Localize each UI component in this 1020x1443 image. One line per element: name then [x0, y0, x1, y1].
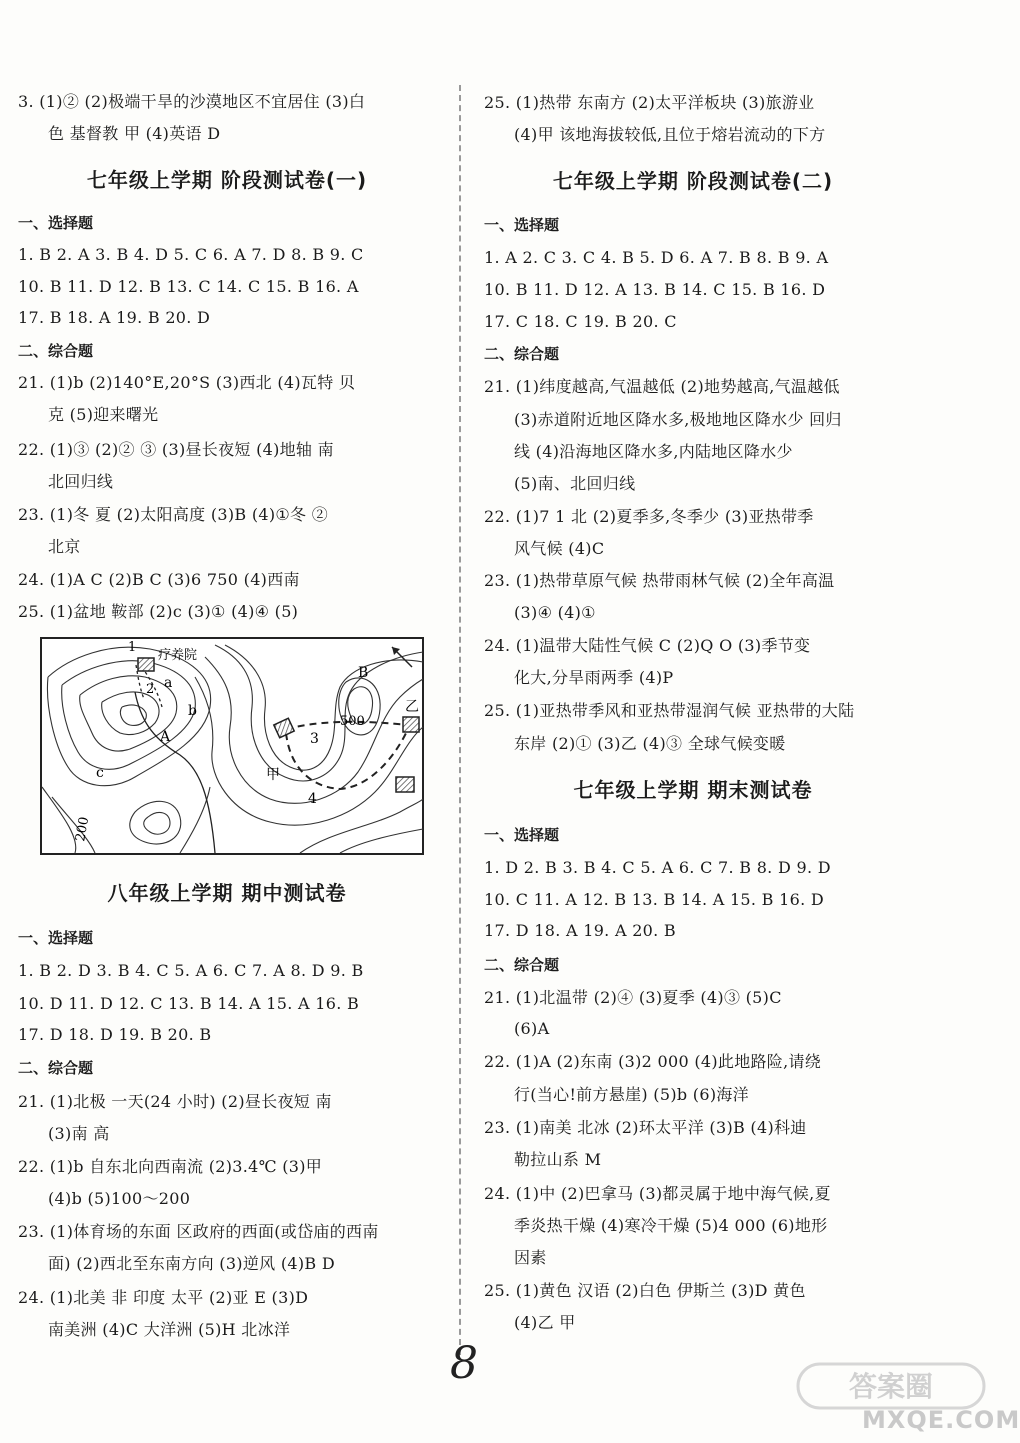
map-label: 4: [308, 791, 317, 807]
page-number: 8: [450, 1338, 478, 1389]
answer-line: 勒拉山系 M: [514, 1150, 602, 1169]
answer-line: 23. (1)热带草原气候 热带雨林气候 (2)全年高温: [484, 571, 835, 590]
answer-line: (5)南、北回归线: [514, 474, 636, 493]
map-label: 乙: [405, 699, 419, 715]
section-title: 七年级上学期 阶段测试卷(一): [86, 168, 368, 192]
mc-header: 一、选择题: [484, 216, 560, 234]
mc-answers: 17. D 18. D 19. B 20. B: [18, 1025, 212, 1044]
answer-line: 克 (5)迎来曙光: [48, 405, 159, 424]
answer-line: (3)赤道附近地区降水多,极地地区降水少 回归: [514, 410, 842, 429]
comp-header: 二、综合题: [18, 1059, 94, 1077]
answer-line: 南美洲 (4)C 大洋洲 (5)H 北冰洋: [48, 1320, 291, 1339]
answer-line: 25. (1)热带 东南方 (2)太平洋板块 (3)旅游业: [484, 93, 815, 112]
column-divider: [459, 85, 461, 1355]
mc-header: 一、选择题: [18, 929, 94, 947]
map-place-label: 疗养院: [158, 648, 198, 663]
answer-line: 因素: [514, 1248, 547, 1267]
answer-line: 21. (1)b (2)140°E,20°S (3)西北 (4)瓦特 贝: [18, 373, 356, 392]
map-label: 2: [146, 682, 155, 697]
mc-answers: 17. D 18. A 19. A 20. B: [484, 921, 676, 940]
contour-map: [40, 637, 424, 855]
mc-answers: 10. B 11. D 12. B 13. C 14. C 15. B 16. A: [18, 277, 359, 296]
comp-header: 二、综合题: [18, 342, 94, 360]
map-label: 3: [310, 731, 319, 747]
answer-line: 25. (1)盆地 鞍部 (2)c (3)① (4)④ (5): [18, 602, 299, 621]
map-label: c: [96, 765, 104, 781]
answer-line: 21. (1)北温带 (2)④ (3)夏季 (4)③ (5)C: [484, 988, 782, 1007]
answer-line: 22. (1)③ (2)② ③ (3)昼长夜短 (4)地轴 南: [18, 440, 334, 459]
map-label: B: [358, 665, 369, 681]
mc-answers: 17. C 18. C 19. B 20. C: [484, 312, 677, 331]
answer-line: 线 (4)沿海地区降水多,内陆地区降水少: [514, 442, 793, 461]
answer-line: 北回归线: [48, 472, 114, 491]
answer-line: 25. (1)黄色 汉语 (2)白色 伊斯兰 (3)D 黄色: [484, 1281, 806, 1300]
answer-line: 东岸 (2)① (3)乙 (4)③ 全球气候变暖: [514, 734, 786, 753]
answer-line: 24. (1)温带大陆性气候 C (2)Q O (3)季节变: [484, 636, 811, 655]
mc-answers: 1. B 2. A 3. B 4. D 5. C 6. A 7. D 8. B 9. C: [18, 245, 364, 264]
map-label: 500: [340, 714, 365, 729]
map-label: b: [188, 703, 197, 719]
mc-header: 一、选择题: [484, 826, 560, 844]
answer-line: 24. (1)A C (2)B C (3)6 750 (4)西南: [18, 570, 300, 589]
map-label: a: [164, 675, 173, 691]
answer-line: 22. (1)A (2)东南 (3)2 000 (4)此地路险,请绕: [484, 1052, 822, 1071]
mc-answers: 10. B 11. D 12. A 13. B 14. C 15. B 16. D: [484, 280, 826, 299]
mc-answers: 17. B 18. A 19. B 20. D: [18, 308, 211, 327]
answer-line: 24. (1)北美 非 印度 太平 (2)亚 E (3)D: [18, 1288, 309, 1307]
answer-line: 25. (1)亚热带季风和亚热带湿润气候 亚热带的大陆: [484, 701, 855, 720]
section-title: 七年级上学期 阶段测试卷(二): [552, 169, 834, 193]
mc-answers: 1. B 2. D 3. B 4. C 5. A 6. C 7. A 8. D 9. B: [18, 961, 364, 980]
answer-line: 21. (1)纬度越高,气温越低 (2)地势越高,气温越低: [484, 377, 840, 396]
answer-line: 21. (1)北极 一天(24 小时) (2)昼长夜短 南: [18, 1092, 332, 1111]
answer-line: 23. (1)南美 北冰 (2)环太平洋 (3)B (4)科迪: [484, 1118, 807, 1137]
answer-line: (6)A: [514, 1019, 550, 1038]
answer-line: 面) (2)西北至东南方向 (3)逆风 (4)B D: [48, 1254, 335, 1273]
map-label: A: [160, 729, 171, 745]
mc-answers: 1. D 2. B 3. B 4. C 5. A 6. C 7. B 8. D 9. D: [484, 858, 831, 877]
answer-line: 3. (1)② (2)极端干旱的沙漠地区不宜居住 (3)白: [18, 92, 366, 111]
answer-line: 22. (1)b 自东北向西南流 (2)3.4℃ (3)甲: [18, 1157, 323, 1176]
watermark-logo-text: 答案圈: [848, 1370, 934, 1403]
map-label: 200: [73, 815, 93, 843]
section-title: 八年级上学期 期中测试卷: [107, 881, 347, 905]
mc-header: 一、选择题: [18, 214, 94, 232]
answer-line: 风气候 (4)C: [514, 539, 605, 558]
answer-line: 行(当心!前方悬崖) (5)b (6)海洋: [514, 1085, 749, 1104]
answer-line: (4)b (5)100～200: [48, 1189, 191, 1208]
comp-header: 二、综合题: [484, 956, 560, 974]
answer-line: 化大,分旱雨两季 (4)P: [514, 668, 674, 687]
answer-line: 22. (1)7 1 北 (2)夏季多,冬季少 (3)亚热带季: [484, 507, 814, 526]
map-label: 甲: [266, 767, 280, 783]
comp-header: 二、综合题: [484, 345, 560, 363]
answer-line: (3)④ (4)①: [514, 603, 596, 622]
mc-answers: 10. C 11. A 12. B 13. B 14. A 15. B 16. D: [484, 890, 824, 909]
answer-line: 季炎热干燥 (4)寒冷干燥 (5)4 000 (6)地形: [514, 1216, 828, 1235]
answer-line: (3)南 高: [48, 1124, 110, 1143]
answer-line: 北京: [48, 537, 81, 556]
answer-line: 24. (1)中 (2)巴拿马 (3)都灵属于地中海气候,夏: [484, 1184, 831, 1203]
map-label: 1: [128, 640, 137, 655]
mc-answers: 1. A 2. C 3. C 4. B 5. D 6. A 7. B 8. B 9. A: [484, 248, 829, 267]
mc-answers: 10. D 11. D 12. C 13. B 14. A 15. A 16. B: [18, 994, 360, 1013]
watermark-text: MXQE.COM: [862, 1406, 1020, 1434]
answer-line: 23. (1)冬 夏 (2)太阳高度 (3)B (4)①冬 ②: [18, 505, 329, 524]
answer-line: (4)乙 甲: [514, 1313, 576, 1332]
answer-line: (4)甲 该地海拔较低,且位于熔岩流动的下方: [514, 125, 826, 144]
section-title: 七年级上学期 期末测试卷: [573, 778, 813, 802]
answer-line: 23. (1)体育场的东面 区政府的西面(或岱庙的西南: [18, 1222, 379, 1241]
answer-line: 色 基督教 甲 (4)英语 D: [48, 124, 221, 143]
